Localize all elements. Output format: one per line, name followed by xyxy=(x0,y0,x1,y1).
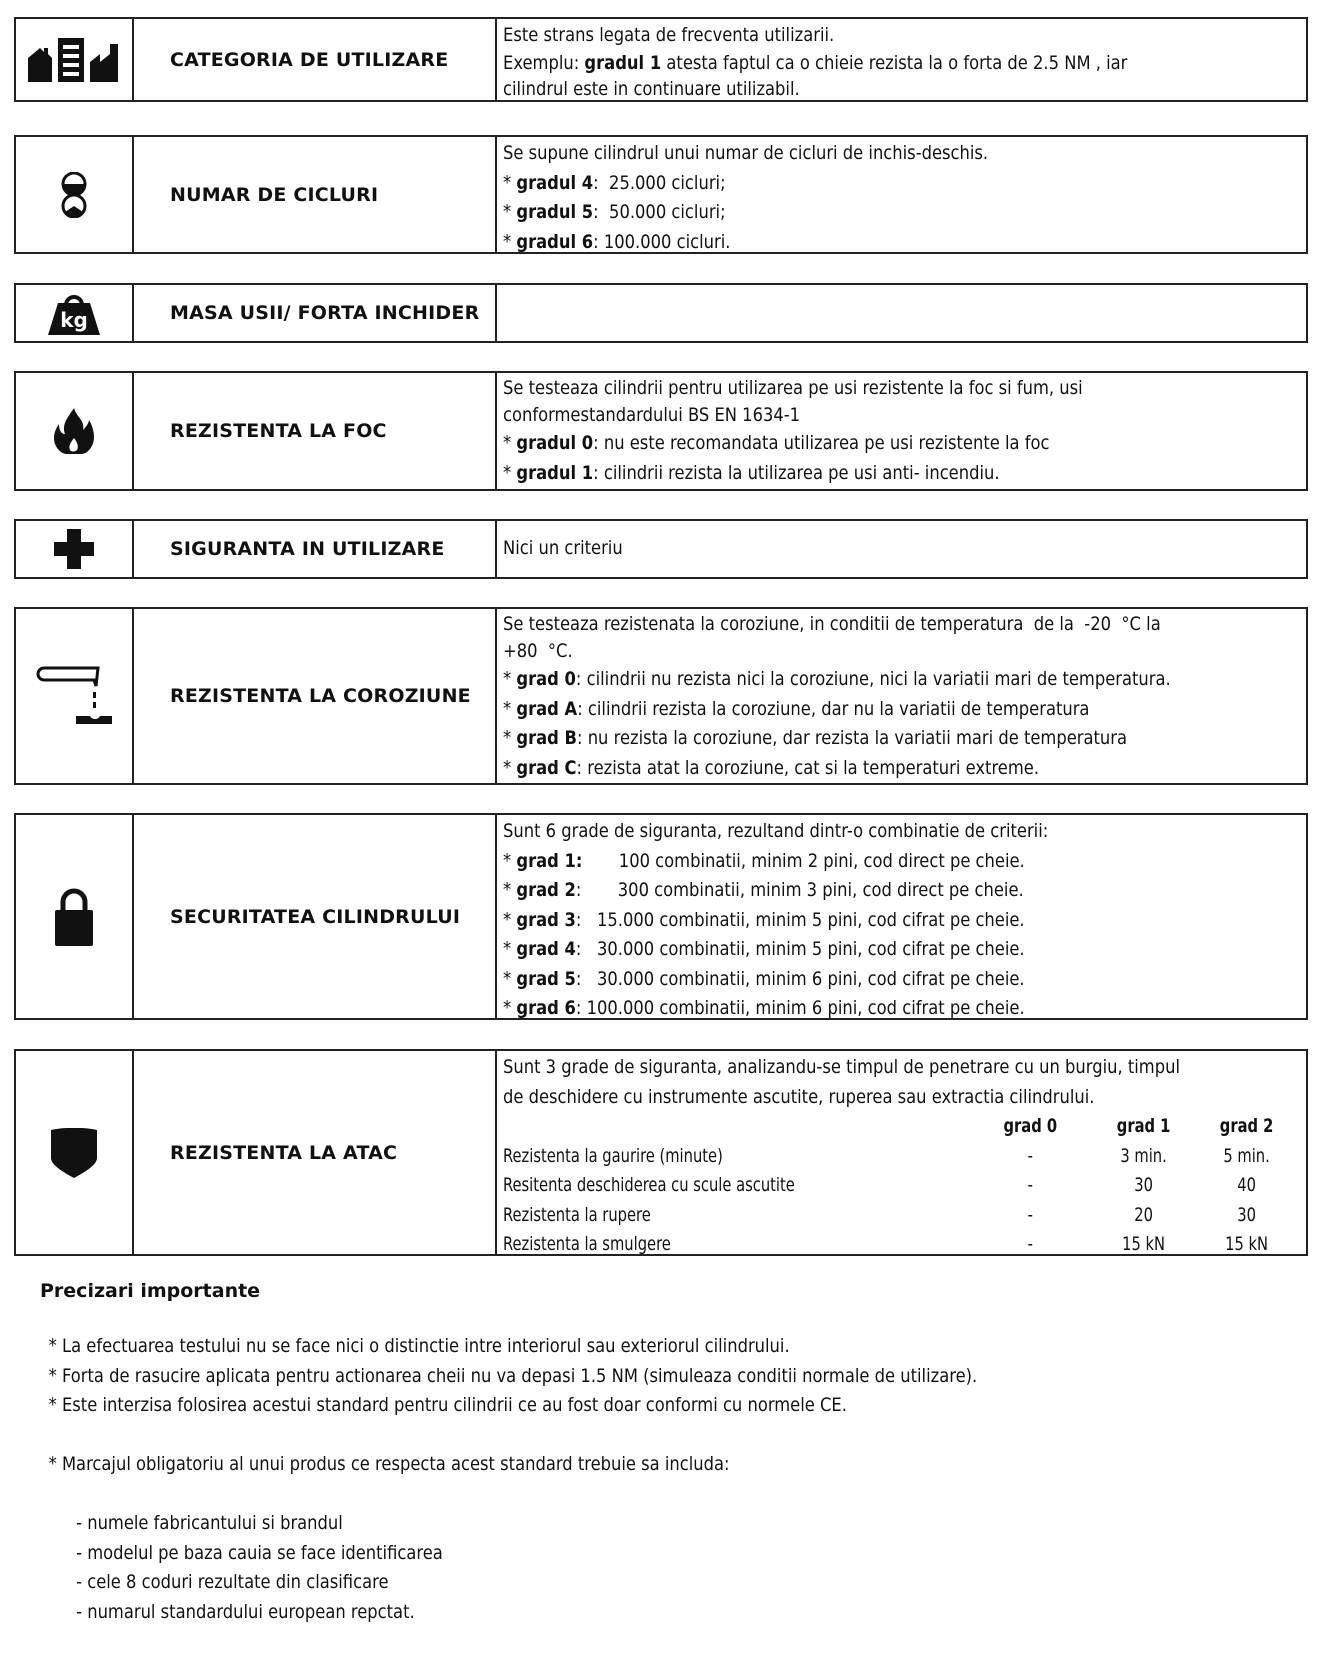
desc-text: * xyxy=(503,230,517,253)
classification-row-cycles xyxy=(14,135,1308,254)
table-cell: 30 xyxy=(1134,1174,1153,1196)
corrosion-icon xyxy=(36,666,112,726)
desc-text: atesta faptul ca o chieie rezista la o forta de 2.5 NM , iar xyxy=(661,52,1128,74)
icon-cell xyxy=(16,815,134,1018)
table-cell: 15 kN xyxy=(1122,1233,1166,1255)
table-row xyxy=(503,1230,1298,1260)
grade-label: gradul 6 xyxy=(516,230,594,253)
row-title: CATEGORIA DE UTILIZARE xyxy=(134,19,497,100)
row-description xyxy=(497,815,1306,1018)
desc-text: : cilindrii nu rezista nici la coroziune, nici la variatii mari de temperatura. xyxy=(575,668,1171,690)
desc-text: * xyxy=(503,171,517,194)
icon-cell xyxy=(16,609,134,783)
desc-text: Sunt 6 grade de siguranta, rezultand dintr-o combinatie de criterii: xyxy=(503,820,1049,842)
row-description xyxy=(497,285,1306,341)
grade-label: gradul 4 xyxy=(516,171,594,194)
desc-text: : 25.000 cicluri; xyxy=(593,171,726,194)
table-cell: Rezistenta la rupere xyxy=(503,1203,651,1226)
grade-label: grad 6 xyxy=(516,997,576,1019)
desc-text: Nici un criteriu xyxy=(503,537,623,560)
desc-text: conformestandardului BS EN 1634-1 xyxy=(503,404,801,426)
desc-text: Se testeaza cilindrii pentru utilizarea pe usi rezistente la foc si fum, usi xyxy=(503,377,1083,399)
grade-label: gradul 1 xyxy=(516,461,594,484)
classification-row-usage-category xyxy=(14,17,1308,102)
desc-text: Se testeaza rezistenata la coroziune, in conditii de temperatura de la -20 °C la xyxy=(503,613,1161,635)
desc-text: +80 °C. xyxy=(503,640,573,662)
grade-label: grad 0 xyxy=(516,668,576,690)
row-description xyxy=(497,609,1306,783)
table-cell: 30 xyxy=(1237,1203,1256,1226)
classification-row-cylinder-security xyxy=(14,813,1308,1020)
grade-label: grad A xyxy=(516,697,578,720)
grade-label: gradul 1 xyxy=(584,52,662,74)
desc-text: * xyxy=(503,697,517,720)
table-cell: Rezistenta la gaurire (minute) xyxy=(503,1144,723,1167)
fire-icon xyxy=(53,408,95,454)
desc-text: * xyxy=(503,997,517,1019)
desc-text: : 30.000 combinatii, minim 5 pini, cod cifrat pe cheie. xyxy=(575,938,1025,960)
grade-label: grad 4 xyxy=(516,938,576,960)
row-title: REZISTENTA LA FOC xyxy=(134,373,497,489)
desc-text: * xyxy=(503,849,517,872)
desc-text: : 15.000 combinatii, minim 5 pini, cod cifrat pe cheie. xyxy=(575,908,1025,931)
icon-cell xyxy=(16,285,134,341)
desc-text: * xyxy=(503,727,517,749)
icon-cell xyxy=(16,19,134,100)
grade-label: grad 3 xyxy=(516,908,576,931)
marking-item: - numele fabricantului si brandul xyxy=(76,1512,343,1534)
desc-text: : cilindrii rezista la utilizarea pe usi anti- incendiu. xyxy=(593,461,1000,484)
classification-row-safety xyxy=(14,519,1308,579)
desc-text: : 100.000 cicluri. xyxy=(593,230,731,253)
marking-item: - numarul standardului european repctat. xyxy=(76,1600,415,1623)
grade-label: gradul 5 xyxy=(516,201,594,223)
classification-row-fire-resistance xyxy=(14,371,1308,491)
classification-row-door-mass xyxy=(14,283,1308,343)
row-description xyxy=(497,521,1306,577)
table-cell: - xyxy=(1027,1144,1033,1167)
icon-cell xyxy=(16,373,134,489)
shield-icon xyxy=(51,1128,97,1178)
table-cell: Rezistenta la smulgere xyxy=(503,1233,671,1255)
table-cell: - xyxy=(1027,1233,1033,1255)
row-title: SIGURANTA IN UTILIZARE xyxy=(134,521,497,577)
table-header: grad 2 xyxy=(1219,1115,1274,1137)
table-cell: Resitenta deschiderea cu scule ascutite xyxy=(503,1174,795,1196)
desc-text: Se supune cilindrul unui numar de cicluri de inchis-deschis. xyxy=(503,142,989,164)
table-header: grad 0 xyxy=(1003,1115,1058,1137)
table-cell: 3 min. xyxy=(1120,1144,1167,1167)
icon-cell xyxy=(16,521,134,577)
icon-cell xyxy=(16,137,134,252)
notes-title: Precizari importante xyxy=(40,1280,261,1302)
desc-text: * xyxy=(503,967,517,990)
grade-label: grad C xyxy=(516,756,577,779)
row-description xyxy=(497,1051,1306,1254)
note-item: * Forta de rasucire aplicata pentru actionarea cheii nu va depasi 1.5 NM (simuleaza conditii normale de utilizare). xyxy=(48,1364,978,1387)
note-item: * La efectuarea testului nu se face nici o distinctie intre interiorul sau exteriorul cilindrului. xyxy=(48,1335,790,1357)
row-title: REZISTENTA LA COROZIUNE xyxy=(134,609,497,783)
table-row xyxy=(503,1201,1298,1231)
table-cell: 15 kN xyxy=(1225,1233,1269,1255)
desc-text: * xyxy=(503,201,517,223)
desc-text: * xyxy=(503,461,517,484)
table-header xyxy=(503,1112,969,1142)
desc-text: Exemplu: xyxy=(503,52,585,74)
grade-label: gradul 0 xyxy=(516,432,594,454)
desc-text: : 50.000 cicluri; xyxy=(593,201,726,223)
desc-text: : cilindrii rezista la coroziune, dar nu la variatii de temperatura xyxy=(577,697,1090,720)
grade-label: grad 2 xyxy=(516,879,576,901)
buildings-icon xyxy=(28,38,120,82)
desc-text: : nu rezista la coroziune, dar rezista la variatii mari de temperatura xyxy=(577,727,1127,749)
table-header: grad 1 xyxy=(1116,1115,1171,1137)
row-description xyxy=(497,19,1306,100)
desc-text: : 100.000 combinatii, minim 6 pini, cod cifrat pe cheie. xyxy=(575,997,1025,1019)
desc-text: * xyxy=(503,879,517,901)
table-cell: 40 xyxy=(1237,1174,1256,1196)
desc-text: * xyxy=(503,908,517,931)
row-title: NUMAR DE CICLURI xyxy=(134,137,497,252)
desc-text: cilindrul este in continuare utilizabil. xyxy=(503,78,800,100)
marking-intro: * Marcajul obligatoriu al unui produs ce respecta acest standard trebuie sa includa: xyxy=(48,1453,730,1475)
marking-item: - cele 8 coduri rezultate din clasificare xyxy=(76,1571,389,1593)
desc-text: 100 combinatii, minim 2 pini, cod direct pe cheie. xyxy=(582,849,1025,872)
table-cell: - xyxy=(1027,1203,1033,1226)
desc-text: : 300 combinatii, minim 3 pini, cod direct pe cheie. xyxy=(575,879,1024,901)
desc-text: : rezista atat la coroziune, cat si la temperaturi extreme. xyxy=(576,756,1040,779)
table-cell: 5 min. xyxy=(1223,1144,1270,1167)
desc-text: * xyxy=(503,938,517,960)
row-description xyxy=(497,137,1306,252)
row-description xyxy=(497,373,1306,489)
cross-icon xyxy=(54,529,94,569)
table-row xyxy=(503,1142,1298,1172)
desc-text: de deschidere cu instrumente ascutite, ruperea sau extractia cilindrului. xyxy=(503,1085,1095,1108)
desc-text: : nu este recomandata utilizarea pe usi rezistente la foc xyxy=(593,432,1050,454)
table-header-row xyxy=(503,1112,1298,1142)
desc-text: Este strans legata de frecventa utilizarii. xyxy=(503,24,835,46)
grade-label: grad 1: xyxy=(516,849,583,872)
attack-resistance-table xyxy=(503,1112,1298,1260)
row-title: SECURITATEA CILINDRULUI xyxy=(134,815,497,1018)
weight-kg-icon xyxy=(48,291,100,335)
table-row xyxy=(503,1171,1298,1201)
desc-text: * xyxy=(503,432,517,454)
desc-text: * xyxy=(503,668,517,690)
grade-label: grad 5 xyxy=(516,967,576,990)
hourglass-icon xyxy=(59,172,89,218)
table-cell: - xyxy=(1027,1174,1033,1196)
important-notes xyxy=(40,1280,1130,1627)
row-title: REZISTENTA LA ATAC xyxy=(134,1051,497,1254)
note-item: * Este interzisa folosirea acestui standard pentru cilindrii ce au fost doar conformi cu normele CE. xyxy=(48,1394,847,1416)
classification-row-corrosion xyxy=(14,607,1308,785)
icon-cell xyxy=(16,1051,134,1254)
desc-text: * xyxy=(503,756,517,779)
marking-item: - modelul pe baza cauia se face identificarea xyxy=(76,1541,443,1564)
desc-text: : 30.000 combinatii, minim 6 pini, cod cifrat pe cheie. xyxy=(575,967,1025,990)
svg-text:kg: kg xyxy=(60,308,88,332)
padlock-icon xyxy=(55,888,93,946)
desc-text: Sunt 3 grade de siguranta, analizandu-se timpul de penetrare cu un burgiu, timpul xyxy=(503,1056,1180,1078)
grade-label: grad B xyxy=(516,727,578,749)
table-cell: 20 xyxy=(1134,1203,1153,1226)
row-title: MASA USII/ FORTA INCHIDER xyxy=(134,285,497,341)
classification-row-attack-resistance xyxy=(14,1049,1308,1256)
